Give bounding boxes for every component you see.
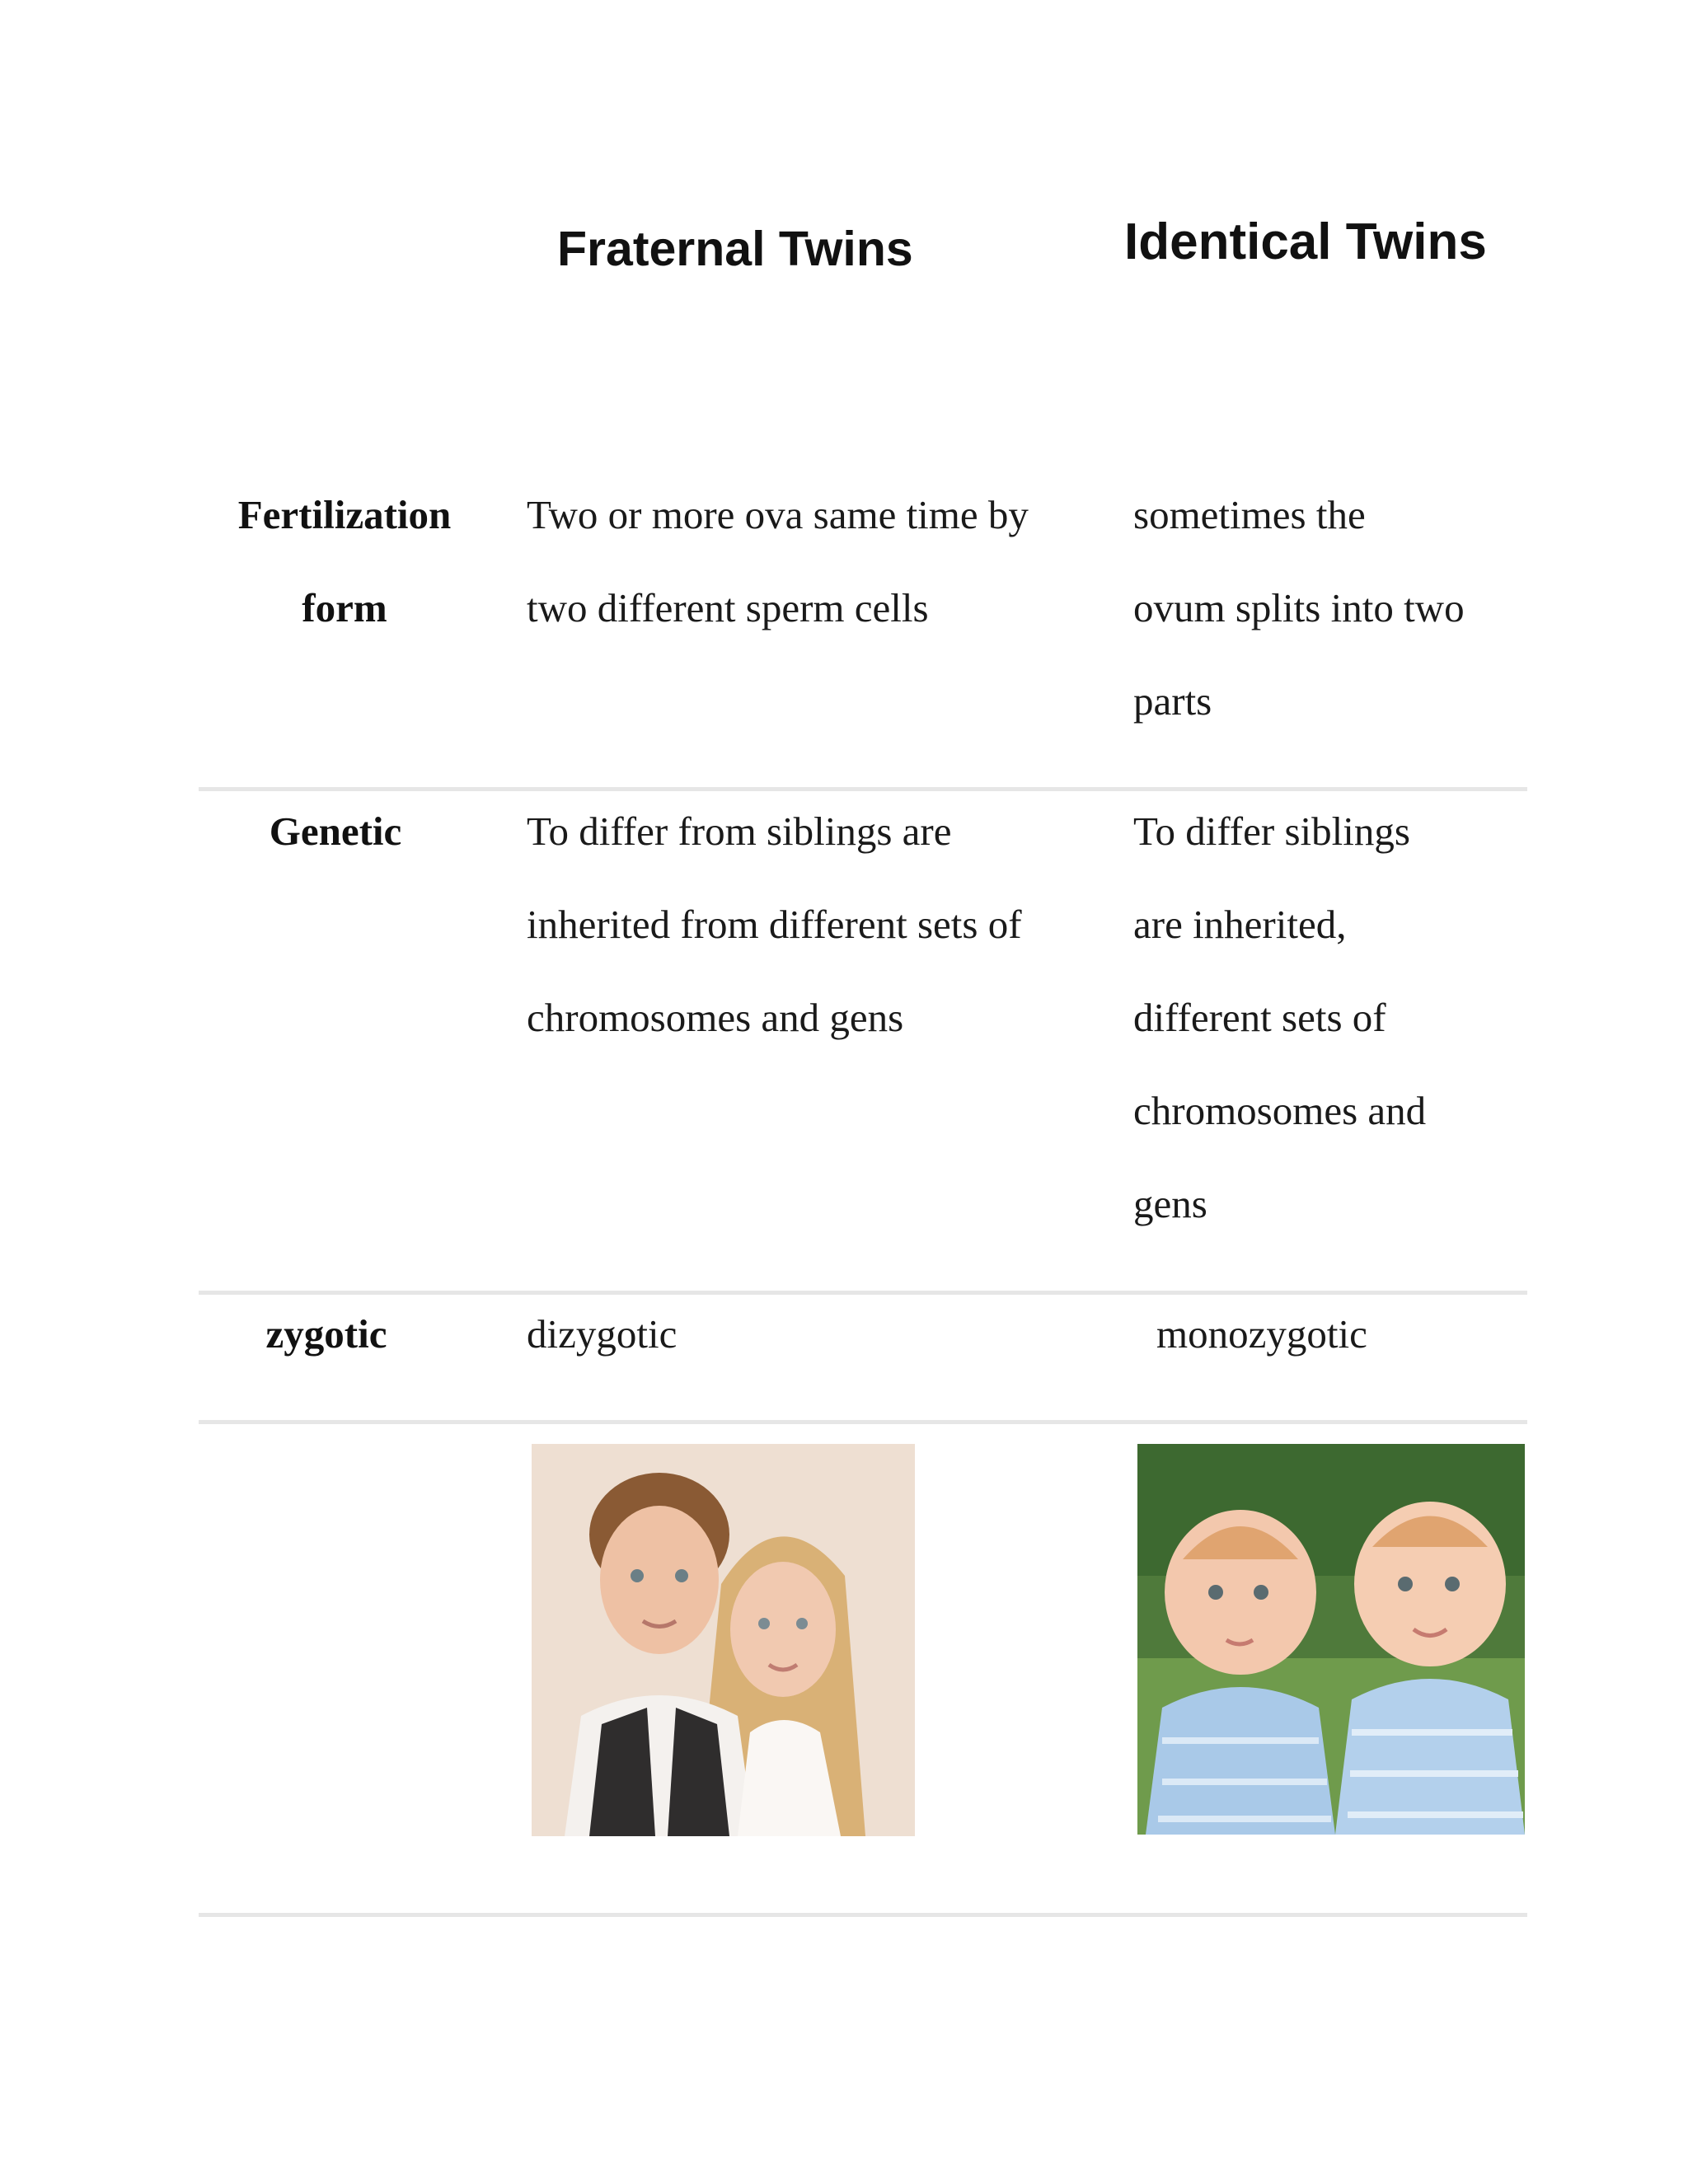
row-divider <box>199 1420 1527 1424</box>
identical-twins-photo <box>1137 1444 1525 1835</box>
cell-line: Two or more ova same time by <box>527 492 1029 537</box>
cell-line: parts <box>1133 678 1212 724</box>
cell-genetic-fraternal <box>527 785 1022 1064</box>
column-header-identical: Identical Twins <box>1124 213 1487 270</box>
row-divider <box>199 1913 1527 1917</box>
cell-line: sometimes the <box>1133 492 1366 537</box>
cell-line: different sets of <box>1133 995 1386 1040</box>
cell-line: gens <box>1133 1181 1207 1226</box>
cell-genetic-identical <box>1133 785 1426 1250</box>
cell-fertilization-fraternal <box>527 468 1029 654</box>
row-label-genetic <box>216 785 455 878</box>
cell-line: ovum splits into two <box>1133 585 1465 630</box>
cell-line: To differ from siblings are <box>527 808 952 854</box>
column-header-fraternal: Fraternal Twins <box>557 222 913 276</box>
row-label-fertilization <box>216 468 473 654</box>
cell-line: two different sperm cells <box>527 585 929 630</box>
fraternal-twins-photo <box>532 1444 915 1836</box>
row-label-line: zygotic <box>265 1311 387 1357</box>
cell-zygotic-identical <box>1156 1287 1367 1380</box>
row-label-line: form <box>302 585 387 630</box>
cell-line: are inherited, <box>1133 902 1347 947</box>
row-label-line: Fertilization <box>237 492 452 537</box>
cell-line: dizygotic <box>527 1311 678 1357</box>
cell-line: monozygotic <box>1156 1311 1367 1357</box>
row-label-line: Genetic <box>269 808 402 854</box>
cell-line: inherited from different sets of <box>527 902 1022 947</box>
cell-zygotic-fraternal <box>527 1287 677 1380</box>
row-label-zygotic <box>216 1287 437 1380</box>
cell-line: chromosomes and <box>1133 1088 1427 1133</box>
cell-line: To differ siblings <box>1133 808 1410 854</box>
cell-fertilization-identical <box>1133 468 1465 748</box>
cell-line: chromosomes and gens <box>527 995 904 1040</box>
